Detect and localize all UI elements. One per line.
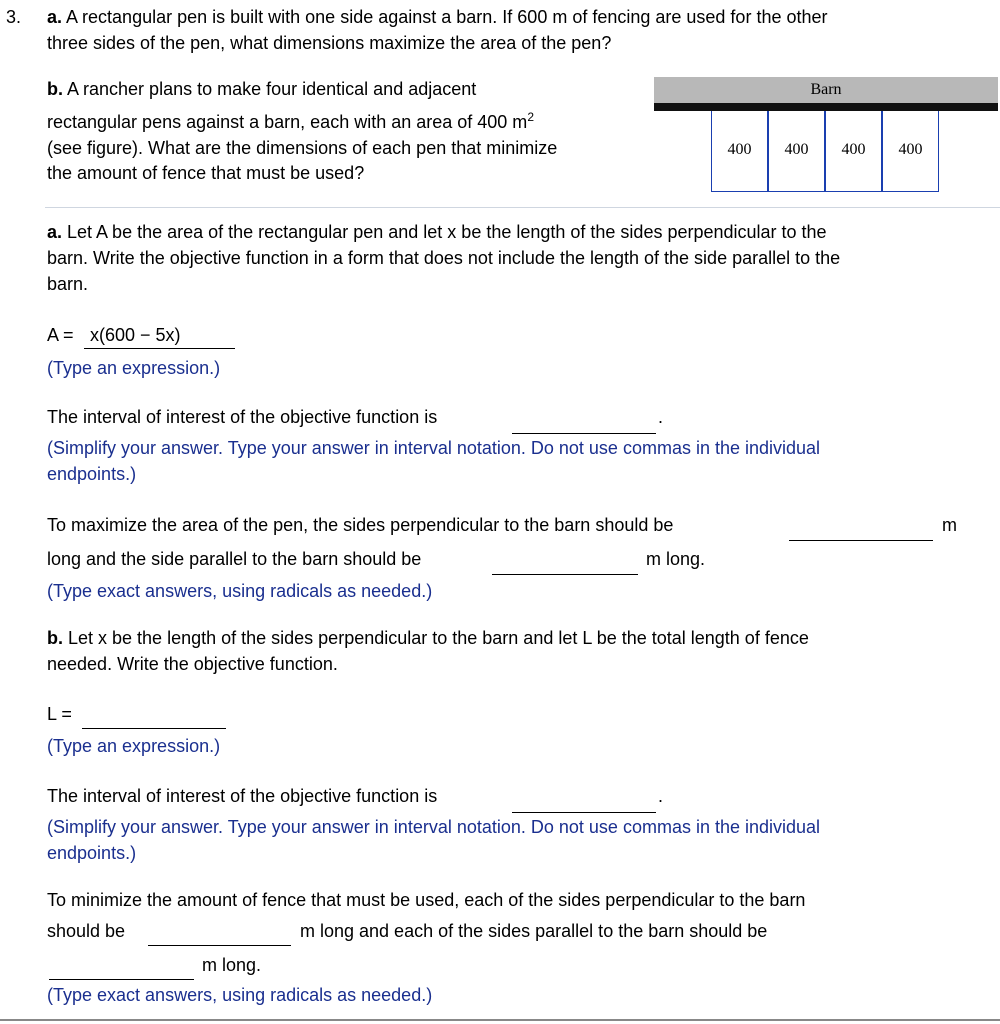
problem-part-a-line2: three sides of the pen, what dimensions maximize the area of the pen? [47, 33, 612, 53]
length-equation-label: L = [47, 704, 72, 724]
maximize-text-line2: long and the side parallel to the barn should be [47, 549, 422, 569]
answer-a-intro-text1: Let A be the area of the rectangular pen and let x be the length of the sides perpendicular to the [62, 222, 827, 242]
perpendicular-side-b-input[interactable] [148, 921, 291, 946]
answer-b-intro-text1: Let x be the length of the sides perpendicular to the barn and let L be the total length of fence [63, 628, 809, 648]
interval-a-period: . [658, 407, 664, 427]
problem-number: 3. [6, 7, 22, 27]
part-b-label: b. [47, 79, 63, 99]
exact-answers-hint-a: (Type exact answers, using radicals as needed.) [47, 581, 433, 601]
maximize-text-line1: To maximize the area of the pen, the sides perpendicular to the barn should be [47, 515, 674, 535]
interval-a-hint-line1: (Simplify your answer. Type your answer in interval notation. Do not use commas in the individual [47, 438, 821, 458]
problem-part-b-line1 [47, 76, 476, 102]
part-b-text2: rectangular pens against a barn, each with an area of 400 m [47, 112, 528, 132]
problem-part-a-line1 [47, 4, 828, 30]
parallel-side-b-input[interactable] [49, 955, 194, 980]
interval-b-hint-line2: endpoints.) [47, 843, 137, 863]
interval-a-input[interactable] [512, 409, 656, 434]
barn-wall [654, 103, 998, 111]
length-expression-hint: (Type an expression.) [47, 736, 221, 756]
area-equation-label: A = [47, 325, 74, 345]
answer-a-intro-line2: barn. Write the objective function in a form that does not include the length of the side parallel to the [47, 248, 841, 268]
interval-b-hint-line1: (Simplify your answer. Type your answer in interval notation. Do not use commas in the individual [47, 817, 821, 837]
area-expression-answer[interactable]: x(600 − 5x) [84, 322, 235, 349]
minimize-text-line1: To minimize the amount of fence that must be used, each of the sides perpendicular to the barn [47, 890, 806, 910]
exact-answers-hint-b: (Type exact answers, using radicals as needed.) [47, 985, 433, 1005]
minimize-mid-text: m long and each of the sides parallel to the barn should be [300, 921, 768, 941]
answer-a-label: a. [47, 222, 63, 242]
interval-b-text: The interval of interest of the objective function is [47, 786, 438, 806]
section-divider [45, 207, 1000, 208]
interval-a-text: The interval of interest of the objective function is [47, 407, 438, 427]
answer-b-intro-line2: needed. Write the objective function. [47, 654, 338, 674]
interval-b-period: . [658, 786, 664, 806]
barn-label: Barn [810, 81, 842, 98]
interval-b-input[interactable] [512, 788, 656, 813]
answer-a-intro-line1 [47, 219, 827, 245]
parallel-unit: m long. [646, 549, 706, 569]
pen-3: 400 [825, 111, 882, 192]
squared-superscript: 2 [527, 110, 534, 124]
part-a-label: a. [47, 7, 63, 27]
answer-a-intro-line3: barn. [47, 274, 89, 294]
part-a-text1: A rectangular pen is built with one side against a barn. If 600 m of fencing are used for the other [62, 7, 828, 27]
problem-part-b-line3: (see figure). What are the dimensions of each pen that minimize [47, 138, 558, 158]
length-expression-input[interactable] [82, 704, 226, 729]
minimize-unit: m long. [202, 955, 262, 975]
bottom-border [0, 1019, 1000, 1021]
minimize-should-be: should be [47, 921, 126, 941]
pen-1: 400 [711, 111, 768, 192]
pen-4: 400 [882, 111, 939, 192]
problem-part-b-line2 [47, 109, 534, 135]
perpendicular-unit: m [942, 515, 957, 535]
pen-2: 400 [768, 111, 825, 192]
parallel-side-input[interactable] [492, 550, 638, 575]
problem-part-b-line4: the amount of fence that must be used? [47, 163, 365, 183]
answer-b-intro-line1 [47, 625, 809, 651]
interval-a-hint-line2: endpoints.) [47, 464, 137, 484]
area-expression-hint: (Type an expression.) [47, 358, 221, 378]
part-b-text1: A rancher plans to make four identical and adjacent [63, 79, 477, 99]
answer-b-label: b. [47, 628, 63, 648]
perpendicular-side-input[interactable] [789, 516, 933, 541]
